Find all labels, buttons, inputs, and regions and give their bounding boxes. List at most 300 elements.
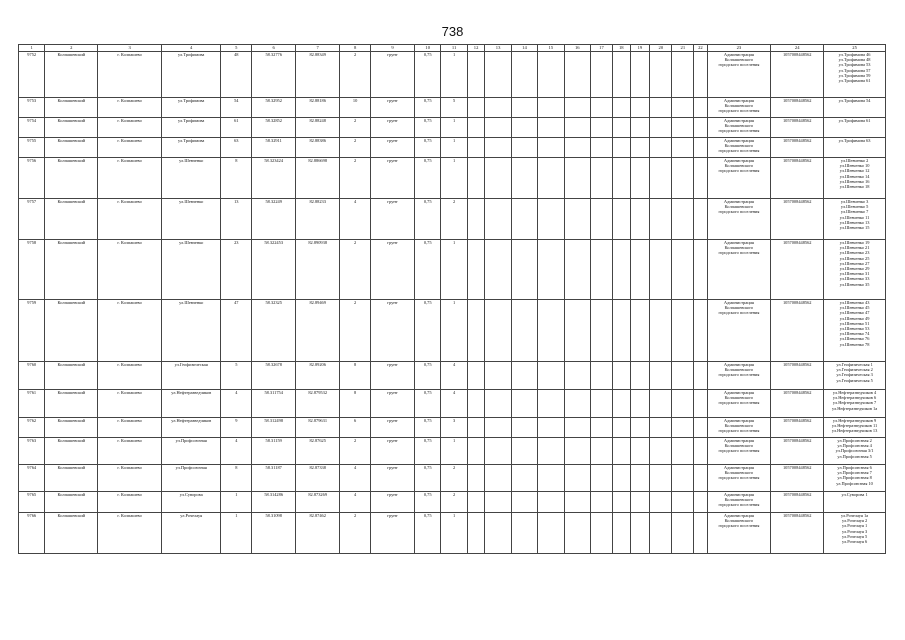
row-id-cell: 9755: [19, 138, 45, 158]
surface-cell: грунт: [371, 438, 415, 465]
quantity-cell: 1: [441, 438, 467, 465]
address-line: ул.Шевченко 12: [839, 168, 870, 174]
owner-line: Колпашевского: [724, 103, 754, 109]
owner-line: Колпашевского: [724, 305, 754, 311]
volume-cell: 0,75: [415, 492, 441, 513]
empty-cell: [590, 465, 612, 492]
empty-cell: [612, 118, 630, 138]
district-cell: Колпашевский: [45, 138, 98, 158]
empty-cell: [538, 52, 564, 98]
empty-cell: [485, 390, 511, 418]
house-cell: 1: [221, 492, 252, 513]
empty-cell: [590, 492, 612, 513]
empty-cell: [564, 52, 590, 98]
owner-line: Администрация: [723, 138, 754, 143]
empty-cell: [672, 418, 694, 438]
empty-cell: [485, 492, 511, 513]
column-number: 7: [296, 45, 340, 52]
address-line: ул.Шевченко 16: [839, 178, 870, 184]
empty-cell: [694, 138, 707, 158]
house-cell: 4: [221, 390, 252, 418]
ogrn-cell: 1057008448562: [771, 362, 824, 390]
empty-cell: [672, 513, 694, 554]
column-number: 18: [612, 45, 630, 52]
ogrn-cell: 1057008448562: [771, 513, 824, 554]
empty-cell: [612, 300, 630, 362]
address-line: ул.Трофимова 57: [838, 67, 871, 73]
house-cell: 54: [221, 98, 252, 118]
latitude-cell: 58.32852: [252, 118, 296, 138]
empty-cell: [467, 438, 485, 465]
empty-cell: [590, 438, 612, 465]
owner-cell: [707, 138, 771, 158]
empty-cell: [467, 492, 485, 513]
address-line: ул.Шевченко 5: [840, 204, 869, 210]
longitude-cell: 82.88186: [296, 98, 340, 118]
ogrn-cell: 1057008448562: [771, 118, 824, 138]
empty-cell: [650, 118, 672, 138]
quantity-cell: 1: [441, 300, 467, 362]
empty-cell: [612, 390, 630, 418]
owner-cell: [707, 52, 771, 98]
empty-cell: [694, 465, 707, 492]
surface-cell: грунт: [371, 98, 415, 118]
empty-cell: [590, 418, 612, 438]
city-cell: г. Колпашево: [98, 240, 162, 300]
empty-cell: [538, 300, 564, 362]
owner-line: Администрация: [723, 118, 754, 123]
column-number: 15: [538, 45, 564, 52]
column-number: 16: [564, 45, 590, 52]
empty-cell: [485, 300, 511, 362]
empty-cell: [650, 513, 672, 554]
city-cell: г. Колпашево: [98, 390, 162, 418]
latitude-cell: 58.323424: [252, 158, 296, 199]
city-cell: г. Колпашево: [98, 465, 162, 492]
surface-cell: грунт: [371, 199, 415, 240]
empty-cell: [650, 199, 672, 240]
longitude-cell: 82.886698: [296, 158, 340, 199]
quantity-cell: 1: [441, 138, 467, 158]
latitude-cell: 58.32776: [252, 52, 296, 98]
address-line: ул.Рочелауя 3: [841, 528, 868, 534]
district-cell: Колпашевский: [45, 199, 98, 240]
ogrn-cell: 1057008448562: [771, 52, 824, 98]
house-cell: 47: [221, 300, 252, 362]
addresses-cell: [824, 199, 886, 240]
empty-cell: [672, 118, 694, 138]
owner-cell: [707, 390, 771, 418]
city-cell: г. Колпашево: [98, 52, 162, 98]
quantity-cell: 2: [441, 465, 467, 492]
street-cell: ул.Шевченко: [162, 199, 221, 240]
surface-cell: грунт: [371, 465, 415, 492]
column-number: 25: [824, 45, 886, 52]
empty-cell: [564, 118, 590, 138]
empty-cell: [694, 438, 707, 465]
address-line: ул.Профсоюзная 3/1: [835, 448, 874, 454]
latitude-cell: 58.32952: [252, 98, 296, 118]
row-id-cell: 9762: [19, 418, 45, 438]
empty-cell: [538, 98, 564, 118]
empty-cell: [630, 362, 650, 390]
empty-cell: [485, 52, 511, 98]
owner-cell: [707, 240, 771, 300]
surface-cell: грунт: [371, 418, 415, 438]
empty-cell: [612, 438, 630, 465]
owner-line: Администрация: [723, 418, 754, 423]
owner-line: Колпашевского: [724, 443, 754, 449]
street-cell: ул.Нефтеразведчиков: [162, 390, 221, 418]
column-number: 19: [630, 45, 650, 52]
address-line: ул.Профсоюзная 5: [837, 453, 872, 459]
address-line: ул.Профсоюзная 7: [837, 470, 872, 476]
district-cell: Колпашевский: [45, 300, 98, 362]
addresses-cell: [824, 362, 886, 390]
empty-cell: [694, 492, 707, 513]
district-cell: Колпашевский: [45, 492, 98, 513]
empty-cell: [590, 158, 612, 199]
table-row: [19, 118, 886, 138]
latitude-cell: 58.32249: [252, 199, 296, 240]
empty-cell: [485, 362, 511, 390]
empty-cell: [650, 362, 672, 390]
empty-cell: [650, 98, 672, 118]
empty-cell: [511, 118, 537, 138]
empty-cell: [630, 300, 650, 362]
owner-line: городского поселения: [718, 108, 760, 114]
empty-cell: [467, 158, 485, 199]
owner-line: Колпашевского: [724, 57, 754, 63]
empty-cell: [650, 492, 672, 513]
column-number: 10: [415, 45, 441, 52]
address-line: ул.Профсоюзная 2: [837, 438, 872, 443]
empty-cell: [672, 390, 694, 418]
address-line: ул.Шевченко 33: [839, 276, 870, 282]
empty-cell: [650, 438, 672, 465]
address-line: ул.Шевченко 2: [840, 158, 869, 163]
quantity-cell: 1: [441, 240, 467, 300]
owner-line: городского поселения: [718, 62, 760, 68]
column-number: 12: [467, 45, 485, 52]
owner-line: городского поселения: [718, 400, 760, 406]
count-cell: 2: [340, 158, 371, 199]
count-cell: 2: [340, 300, 371, 362]
ogrn-cell: 1057008448562: [771, 465, 824, 492]
table-row: [19, 465, 886, 492]
address-line: ул.Шевченко 10: [839, 163, 870, 169]
address-line: ул.Шевченко 31: [839, 271, 870, 277]
address-line: ул.Нефтеразведчиков 9: [832, 418, 877, 423]
owner-cell: [707, 418, 771, 438]
empty-cell: [590, 52, 612, 98]
house-cell: 63: [221, 138, 252, 158]
house-cell: 4: [221, 438, 252, 465]
ogrn-cell: 1057008448562: [771, 390, 824, 418]
ogrn-cell: 1057008448562: [771, 240, 824, 300]
latitude-cell: 58.31098: [252, 513, 296, 554]
empty-cell: [511, 138, 537, 158]
addresses-cell: [824, 240, 886, 300]
column-number: 9: [371, 45, 415, 52]
address-line: ул.Нефтеразведчиков 6: [832, 395, 877, 401]
ogrn-cell: 1057008448562: [771, 418, 824, 438]
empty-cell: [630, 118, 650, 138]
count-cell: 8: [340, 362, 371, 390]
ogrn-cell: 1057008448562: [771, 438, 824, 465]
city-cell: г. Колпашево: [98, 418, 162, 438]
ogrn-cell: 1057008448562: [771, 492, 824, 513]
column-number: 5: [221, 45, 252, 52]
street-cell: ул.Суворова: [162, 492, 221, 513]
owner-line: городского поселения: [718, 209, 760, 215]
address-line: ул.Шевченко 51: [839, 320, 870, 326]
empty-cell: [672, 492, 694, 513]
longitude-cell: 82.89469: [296, 300, 340, 362]
owner-line: Колпашевского: [724, 470, 754, 476]
empty-cell: [564, 98, 590, 118]
count-cell: 4: [340, 465, 371, 492]
address-line: ул.Профсоюзная 10: [836, 480, 873, 486]
count-cell: 4: [340, 199, 371, 240]
address-line: ул.Шевченко 15: [839, 225, 870, 231]
longitude-cell: 82.879631: [296, 418, 340, 438]
latitude-cell: 58.32911: [252, 138, 296, 158]
owner-line: Администрация: [723, 240, 754, 245]
row-id-cell: 9756: [19, 158, 45, 199]
page-number: 738: [441, 24, 464, 39]
empty-cell: [590, 300, 612, 362]
row-id-cell: 9764: [19, 465, 45, 492]
table-row: [19, 240, 886, 300]
address-line: ул.Шевченко 19: [839, 240, 870, 245]
table-row: [19, 492, 886, 513]
city-cell: г. Колпашево: [98, 118, 162, 138]
address-line: ул.Нефтеразведчиков 4: [832, 390, 877, 395]
empty-cell: [538, 438, 564, 465]
table-row: [19, 362, 886, 390]
district-cell: Колпашевский: [45, 158, 98, 199]
latitude-cell: 58.322453: [252, 240, 296, 300]
empty-cell: [612, 418, 630, 438]
address-line: ул.Рочелауя 6: [841, 539, 868, 545]
surface-cell: грунт: [371, 158, 415, 199]
empty-cell: [511, 158, 537, 199]
column-number: 1: [19, 45, 45, 52]
quantity-cell: 3: [441, 418, 467, 438]
empty-cell: [650, 300, 672, 362]
quantity-cell: 4: [441, 390, 467, 418]
column-number: 13: [485, 45, 511, 52]
empty-cell: [511, 390, 537, 418]
owner-line: Колпашевского: [724, 423, 754, 429]
empty-cell: [612, 98, 630, 118]
empty-cell: [650, 240, 672, 300]
empty-cell: [694, 158, 707, 199]
owner-line: городского поселения: [718, 168, 760, 174]
owner-line: Колпашевского: [724, 123, 754, 129]
empty-cell: [467, 300, 485, 362]
surface-cell: грунт: [371, 138, 415, 158]
address-line: ул.Нефтеразведчиков 11: [831, 423, 878, 429]
city-cell: г. Колпашево: [98, 438, 162, 465]
house-cell: 61: [221, 118, 252, 138]
table-row: [19, 300, 886, 362]
street-cell: ул.Трофимова: [162, 98, 221, 118]
owner-line: Администрация: [723, 52, 754, 57]
empty-cell: [590, 240, 612, 300]
ogrn-cell: 1057008448562: [771, 98, 824, 118]
address-line: ул.Трофимова 46: [838, 52, 871, 57]
address-line: ул.Нефтеразведчиков 13: [831, 428, 878, 434]
house-cell: 23: [221, 240, 252, 300]
surface-cell: грунт: [371, 362, 415, 390]
empty-cell: [650, 465, 672, 492]
empty-cell: [590, 98, 612, 118]
empty-cell: [694, 240, 707, 300]
addresses-cell: [824, 98, 886, 118]
address-line: ул.Профсоюзная 8: [837, 475, 872, 481]
empty-cell: [612, 492, 630, 513]
empty-cell: [694, 418, 707, 438]
empty-cell: [564, 465, 590, 492]
district-cell: Колпашевский: [45, 118, 98, 138]
ogrn-cell: 1057008448562: [771, 158, 824, 199]
register-table: [18, 44, 886, 554]
owner-line: городского поселения: [718, 148, 760, 154]
address-line: ул.Шевченко 43: [839, 300, 870, 305]
empty-cell: [630, 98, 650, 118]
surface-cell: грунт: [371, 492, 415, 513]
empty-cell: [564, 138, 590, 158]
quantity-cell: 1: [441, 52, 467, 98]
empty-cell: [612, 199, 630, 240]
table-row: [19, 138, 886, 158]
row-id-cell: 9760: [19, 362, 45, 390]
house-cell: 5: [221, 362, 252, 390]
count-cell: 2: [340, 513, 371, 554]
owner-cell: [707, 465, 771, 492]
empty-cell: [511, 513, 537, 554]
register-body: [19, 45, 886, 554]
empty-cell: [590, 362, 612, 390]
empty-cell: [538, 138, 564, 158]
owner-line: Администрация: [723, 513, 754, 518]
row-id-cell: 9757: [19, 199, 45, 240]
surface-cell: грунт: [371, 390, 415, 418]
owner-cell: [707, 513, 771, 554]
table-row: [19, 98, 886, 118]
longitude-cell: 82.87625: [296, 438, 340, 465]
volume-cell: 0,75: [415, 300, 441, 362]
empty-cell: [672, 300, 694, 362]
owner-line: Администрация: [723, 300, 754, 305]
empty-cell: [590, 118, 612, 138]
empty-cell: [672, 199, 694, 240]
longitude-cell: 82.87338: [296, 465, 340, 492]
quantity-cell: 5: [441, 98, 467, 118]
empty-cell: [564, 362, 590, 390]
address-line: ул.Шевченко 7: [840, 209, 869, 215]
empty-cell: [485, 98, 511, 118]
empty-cell: [672, 362, 694, 390]
address-line: ул.Шевченко 49: [839, 315, 870, 321]
volume-cell: 0,75: [415, 362, 441, 390]
city-cell: г. Колпашево: [98, 492, 162, 513]
owner-line: городского поселения: [718, 523, 760, 529]
district-cell: Колпашевский: [45, 513, 98, 554]
row-id-cell: 9763: [19, 438, 45, 465]
count-cell: 4: [340, 492, 371, 513]
empty-cell: [538, 158, 564, 199]
address-line: ул.Геофизическая 3: [836, 372, 873, 378]
district-cell: Колпашевский: [45, 390, 98, 418]
addresses-cell: [824, 418, 886, 438]
addresses-cell: [824, 158, 886, 199]
longitude-cell: 82.890938: [296, 240, 340, 300]
volume-cell: 0,75: [415, 465, 441, 492]
address-line: ул.Шевченко 74: [839, 331, 870, 337]
latitude-cell: 58.32325: [252, 300, 296, 362]
address-line: ул.Рочелауя 1: [841, 523, 868, 529]
addresses-cell: [824, 465, 886, 492]
empty-cell: [612, 465, 630, 492]
house-cell: 8: [221, 158, 252, 199]
address-line: ул.Шевченко 11: [839, 214, 870, 220]
empty-cell: [564, 240, 590, 300]
address-line: ул.Нефтеразведчиков 7: [832, 400, 877, 406]
district-cell: Колпашевский: [45, 418, 98, 438]
address-line: ул.Шевченко 23: [839, 250, 870, 256]
city-cell: г. Колпашево: [98, 158, 162, 199]
quantity-cell: 2: [441, 199, 467, 240]
address-line: ул.Трофимова 61: [838, 78, 871, 84]
empty-cell: [650, 158, 672, 199]
owner-cell: [707, 362, 771, 390]
column-number: 4: [162, 45, 221, 52]
address-line: ул.Профсоюзная 4: [837, 443, 872, 449]
column-number: 6: [252, 45, 296, 52]
address-line: ул.Трофимова 61: [838, 118, 871, 123]
empty-cell: [467, 138, 485, 158]
empty-cell: [467, 362, 485, 390]
empty-cell: [612, 158, 630, 199]
house-cell: 9: [221, 418, 252, 438]
district-cell: Колпашевский: [45, 362, 98, 390]
empty-cell: [538, 492, 564, 513]
column-number: 20: [650, 45, 672, 52]
empty-cell: [511, 362, 537, 390]
row-id-cell: 9765: [19, 492, 45, 513]
owner-line: Администрация: [723, 98, 754, 103]
surface-cell: грунт: [371, 118, 415, 138]
column-number-row: [19, 45, 886, 52]
owner-line: Колпашевского: [724, 367, 754, 373]
addresses-cell: [824, 138, 886, 158]
latitude-cell: 58.31159: [252, 438, 296, 465]
volume-cell: 0,75: [415, 199, 441, 240]
address-line: ул.Шевченко 18: [839, 184, 870, 190]
empty-cell: [694, 98, 707, 118]
table-row: [19, 438, 886, 465]
address-line: ул.Трофимова 59: [838, 72, 871, 78]
address-line: ул.Шевченко 53: [839, 326, 870, 332]
column-number: 24: [771, 45, 824, 52]
owner-cell: [707, 158, 771, 199]
address-line: ул.Шевченко 13: [839, 219, 870, 225]
empty-cell: [564, 513, 590, 554]
street-cell: ул.Геофизическая: [162, 362, 221, 390]
